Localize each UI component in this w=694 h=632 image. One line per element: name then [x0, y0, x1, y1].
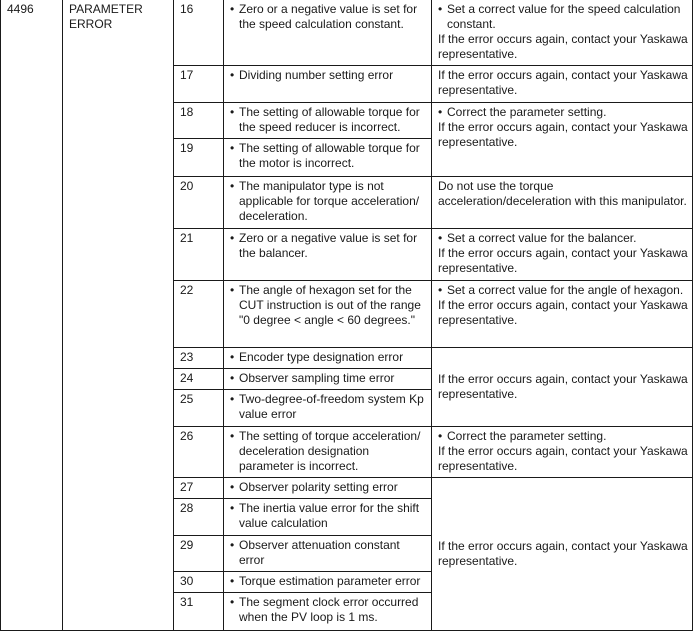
sub-code: 23	[180, 350, 194, 364]
cause-cell	[224, 593, 432, 631]
cause-item: • The setting of allowable torque for the speed reducer is incorrect.	[230, 105, 427, 135]
alarm-name-cell	[63, 0, 174, 631]
remedy-item: If the error occurs again, contact your Yaskawa representative.	[438, 298, 688, 327]
sub-code: 24	[180, 371, 194, 385]
cause-item: • Two-degree-of-freedom system Kp value error	[230, 392, 427, 422]
cause-cell	[224, 427, 432, 478]
cause-item: • The setting of torque acceleration/ deceleration designation parameter is incorrect.	[230, 429, 427, 474]
cause-item: • The setting of allowable torque for the motor is incorrect.	[230, 141, 427, 171]
sub-code-cell	[174, 572, 224, 593]
sub-code: 28	[180, 501, 194, 515]
remedy-item: If the error occurs again, contact your Yaskawa representative.	[438, 246, 688, 275]
cause-item: • The segment clock error occurred when the PV loop is 1 ms.	[230, 595, 427, 625]
sub-code-cell	[174, 427, 224, 478]
sub-code: 26	[180, 429, 194, 443]
cause-cell	[224, 572, 432, 593]
remedy-cell	[432, 281, 693, 348]
sub-code-cell	[174, 0, 224, 66]
remedy-cell	[432, 66, 693, 103]
remedy-cell	[432, 177, 693, 229]
sub-code: 16	[180, 2, 194, 16]
sub-code: 17	[180, 68, 194, 82]
cause-cell	[224, 66, 432, 103]
remedy-cell	[432, 229, 693, 281]
remedy-item: • Set a correct value for the speed calculation constant.	[438, 2, 688, 32]
cause-cell	[224, 281, 432, 348]
cause-cell	[224, 369, 432, 390]
sub-code-cell	[174, 103, 224, 139]
cause-item: • The manipulator type is not applicable for torque acceleration/ deceleration.	[230, 179, 427, 224]
remedy-cell	[432, 348, 693, 427]
sub-code: 21	[180, 231, 194, 245]
remedy-cell	[432, 103, 693, 177]
remedy-item: • Set a correct value for the angle of hexagon.	[438, 283, 688, 298]
remedy-cell	[432, 427, 693, 478]
remedy-cell	[432, 0, 693, 66]
sub-code-cell	[174, 369, 224, 390]
remedy-item: If the error occurs again, contact your Yaskawa representative.	[438, 32, 688, 61]
sub-code-cell	[174, 593, 224, 631]
sub-code: 18	[180, 105, 194, 119]
sub-code: 20	[180, 179, 194, 193]
alarm-number-cell	[1, 0, 63, 631]
cause-item: • The inertia value error for the shift value calculation	[230, 501, 427, 531]
remedy-item: If the error occurs again, contact your Yaskawa representative.	[438, 371, 688, 401]
sub-code: 22	[180, 283, 194, 297]
remedy-item: If the error occurs again, contact your Yaskawa representative.	[438, 68, 688, 97]
cause-cell	[224, 139, 432, 177]
sub-code: 19	[180, 141, 194, 155]
sub-code-cell	[174, 139, 224, 177]
cause-cell	[224, 177, 432, 229]
remedy-item: • Set a correct value for the balancer.	[438, 231, 688, 246]
remedy-item: If the error occurs again, contact your Yaskawa representative.	[438, 120, 688, 149]
cause-item: • Observer sampling time error	[230, 371, 427, 386]
sub-code-cell	[174, 536, 224, 572]
cause-cell	[224, 229, 432, 281]
sub-code-cell	[174, 478, 224, 499]
cause-cell	[224, 103, 432, 139]
remedy-cell	[432, 478, 693, 631]
sub-code-cell	[174, 66, 224, 103]
sub-code: 27	[180, 480, 194, 494]
remedy-item: • Correct the parameter setting.	[438, 429, 688, 444]
cause-item: • Torque estimation parameter error	[230, 574, 427, 589]
cause-cell	[224, 536, 432, 572]
alarm-number: 4496	[7, 2, 34, 16]
sub-code-cell	[174, 177, 224, 229]
sub-code: 25	[180, 392, 194, 406]
cause-item: • Observer polarity setting error	[230, 480, 427, 495]
cause-cell	[224, 0, 432, 66]
sub-code: 30	[180, 574, 194, 588]
cause-cell	[224, 348, 432, 369]
sub-code-cell	[174, 348, 224, 369]
sub-code: 31	[180, 595, 194, 609]
cause-cell	[224, 499, 432, 536]
sub-code-cell	[174, 390, 224, 427]
remedy-item: • Correct the parameter setting.	[438, 105, 688, 120]
remedy-item: Do not use the torque acceleration/deceleration with this manipulator.	[438, 179, 687, 208]
alarm-name-line-2: ERROR	[69, 17, 113, 31]
remedy-item: If the error occurs again, contact your Yaskawa representative.	[438, 444, 688, 473]
cause-item: • Encoder type designation error	[230, 350, 427, 365]
cause-item: • Dividing number setting error	[230, 68, 427, 83]
sub-code-cell	[174, 229, 224, 281]
sub-code-cell	[174, 499, 224, 536]
sub-code: 29	[180, 538, 194, 552]
alarm-name-line-1: PARAMETER	[69, 2, 143, 16]
cause-cell	[224, 390, 432, 427]
sub-code-cell	[174, 281, 224, 348]
cause-cell	[224, 478, 432, 499]
cause-item: • The angle of hexagon set for the CUT instruction is out of the range "0 degree < angle < 60 degrees."	[230, 283, 427, 328]
remedy-item: If the error occurs again, contact your Yaskawa representative.	[438, 538, 688, 568]
cause-item: • Observer attenuation constant error	[230, 538, 427, 568]
cause-item: • Zero or a negative value is set for the speed calculation constant.	[230, 2, 427, 32]
cause-item: • Zero or a negative value is set for the balancer.	[230, 231, 427, 261]
